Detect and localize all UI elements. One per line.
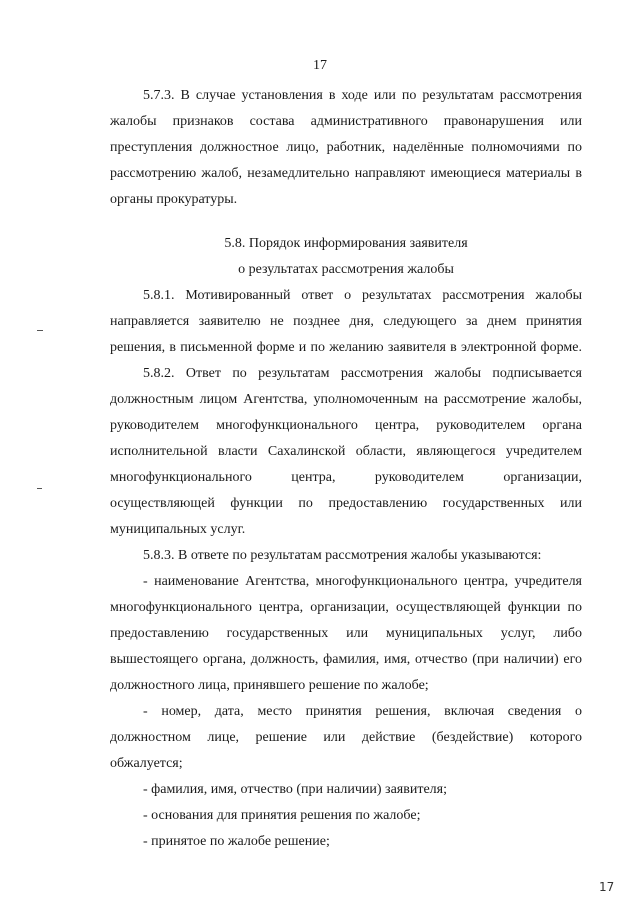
text-line: исполнительной власти Сахалинской области, являющегося учредителем [110, 444, 582, 459]
text-line: должностном лице, решение или действие (бездействие) которого [110, 730, 582, 745]
text-line: осуществляющей функции по предоставлению государственных или [110, 496, 582, 511]
text-line: преступления должностное лицо, работник, наделённые полномочиями по [110, 140, 582, 155]
list-item: - номер, дата, место принятия решения, включая сведения о [143, 704, 582, 719]
page-number: 17 [313, 58, 327, 73]
scan-mark [37, 330, 43, 331]
section-heading: 5.8. Порядок информирования заявителя [224, 236, 468, 251]
handwritten-page-number: 17 [599, 880, 615, 894]
text-line: решения, в письменной форме и по желанию заявителя в электронной форме. [110, 340, 582, 355]
text-line: муниципальных услуг. [110, 522, 246, 537]
text-line: обжалуется; [110, 756, 183, 771]
text-line: должностным лицом Агентства, уполномоченным на рассмотрение жалобы, [110, 392, 582, 407]
text-line: 5.7.3. В случае установления в ходе или по результатам рассмотрения [143, 88, 582, 103]
text-line: многофункционального центра, организации, осуществляющей функции по [110, 600, 582, 615]
text-line: должностного лица, принявшего решение по жалобе; [110, 678, 429, 693]
scan-mark [37, 488, 42, 489]
text-line: жалобы признаков состава административного правонарушения или [110, 114, 582, 129]
text-line: органы прокуратуры. [110, 192, 238, 207]
text-line: 5.8.1. Мотивированный ответ о результатах рассмотрения жалобы [143, 288, 582, 303]
list-item: - принятое по жалобе решение; [143, 834, 330, 849]
section-heading: о результатах рассмотрения жалобы [238, 262, 454, 277]
list-item: - фамилия, имя, отчество (при наличии) заявителя; [143, 782, 447, 797]
text-line: направляется заявителю не позднее дня, следующего за днем принятия [110, 314, 582, 329]
text-line: многофункционального центра, руководителем организации, [110, 470, 582, 485]
text-line: рассмотрению жалоб, незамедлительно направляют имеющиеся материалы в [110, 166, 582, 181]
text-line: руководителем многофункционального центра, руководителем органа [110, 418, 582, 433]
list-item: - основания для принятия решения по жалобе; [143, 808, 421, 823]
text-line: предоставлению государственных или муниципальных услуг, либо [110, 626, 582, 641]
text-line: 5.8.3. В ответе по результатам рассмотрения жалобы указываются: [143, 548, 542, 563]
text-line: вышестоящего органа, должность, фамилия, имя, отчество (при наличии) его [110, 652, 582, 667]
list-item: - наименование Агентства, многофункционального центра, учредителя [143, 574, 582, 589]
text-line: 5.8.2. Ответ по результатам рассмотрения жалобы подписывается [143, 366, 582, 381]
